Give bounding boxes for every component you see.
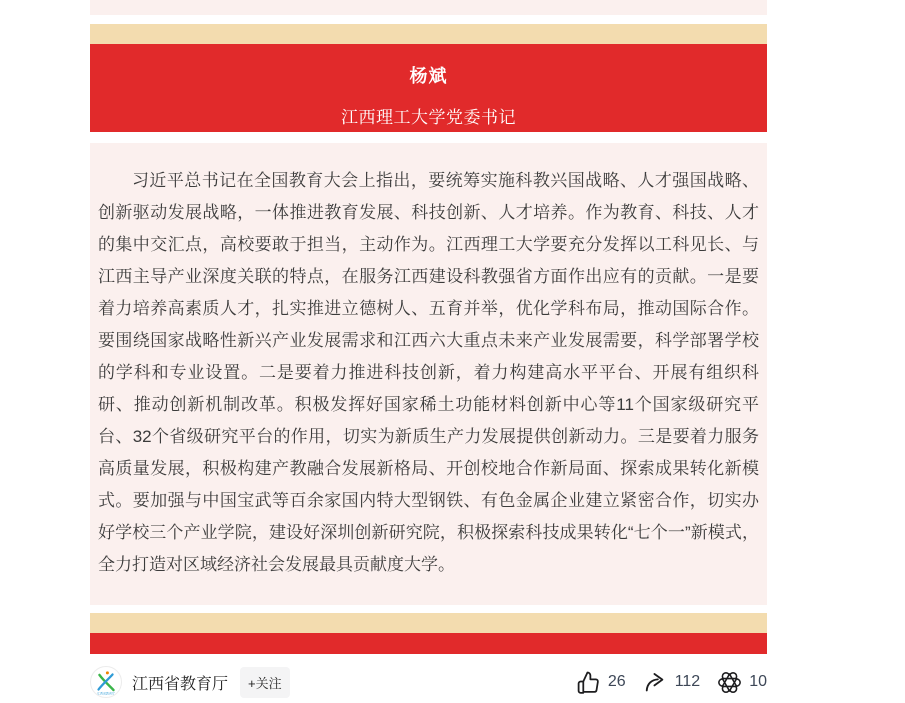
- department-logo-icon: [91, 667, 121, 697]
- recommend-count: 10: [749, 673, 767, 690]
- speaker-title: 江西理工大学党委书记: [341, 108, 516, 127]
- svg-text:江西省教育厅: 江西省教育厅: [96, 691, 116, 696]
- article-content-column: [90, 0, 767, 654]
- share-count: 112: [674, 673, 701, 690]
- speaker-banner: [90, 24, 767, 132]
- speech-paragraph: 习近平总书记在全国教育大会上指出，要统筹实施科教兴国战略、人才强国战略、创新驱动发展战略，一体推进教育发展、科技创新、人才培养。作为教育、科技、人才的集中交汇点，高校要敢于担当，主动作为。江西理工大学要充分发挥以工科见长、与江西主导产业深度关联的特点，在服务江西建设科教强省方面作出应有的贡献。一是要着力培养高素质人才，扎实推进立德树人、五育并举，优化学科布局，推动国际合作。要围绕国家战略性新兴产业发展需求和江西六大重点未来产业发展需要，科学部署学校的学科和专业设置。二是要着力推进科技创新，着力构建高水平平台、开展有组织科研、推动创新机制改革。积极发挥好国家稀土功能材料创新中心等11个国家级研究平台、32个省级研究平台的作用，切实为新质生产力发展提供创新动力。三是要着力服务高质量发展，积极构建产教融合发展新格局、开创校地合作新局面、探索成果转化新模式。要加强与中国宝武等百余家国内特大型钢铁、有色金属企业建立紧密合作，切实办好学校三个产业学院，建设好深圳创新研究院，积极探索科技成果转化“七个一”新模式，全力打造对区域经济社会发展最具贡献度大学。: [98, 171, 759, 574]
- like-count: 26: [607, 673, 626, 690]
- next-section-accent-strip: [90, 613, 767, 633]
- speech-paragraph-block: [90, 143, 767, 605]
- share-button[interactable]: [643, 670, 701, 695]
- follow-button[interactable]: +关注: [240, 667, 290, 698]
- account-name[interactable]: 江西省教育厅: [132, 675, 229, 693]
- next-section-banner-top: [90, 633, 767, 654]
- previous-section-tail: [90, 0, 767, 15]
- post-footer: [90, 666, 767, 698]
- badge-star-icon: [717, 670, 742, 695]
- thumbs-up-icon: [576, 670, 601, 695]
- recommend-button[interactable]: [717, 670, 767, 695]
- banner-accent-strip: [90, 24, 767, 44]
- account-avatar[interactable]: [90, 666, 122, 698]
- post-stats: [576, 670, 767, 695]
- share-arrow-icon: [643, 670, 668, 695]
- like-button[interactable]: [576, 670, 626, 695]
- banner-red-panel: [90, 44, 767, 132]
- speaker-name: 杨斌: [409, 66, 448, 86]
